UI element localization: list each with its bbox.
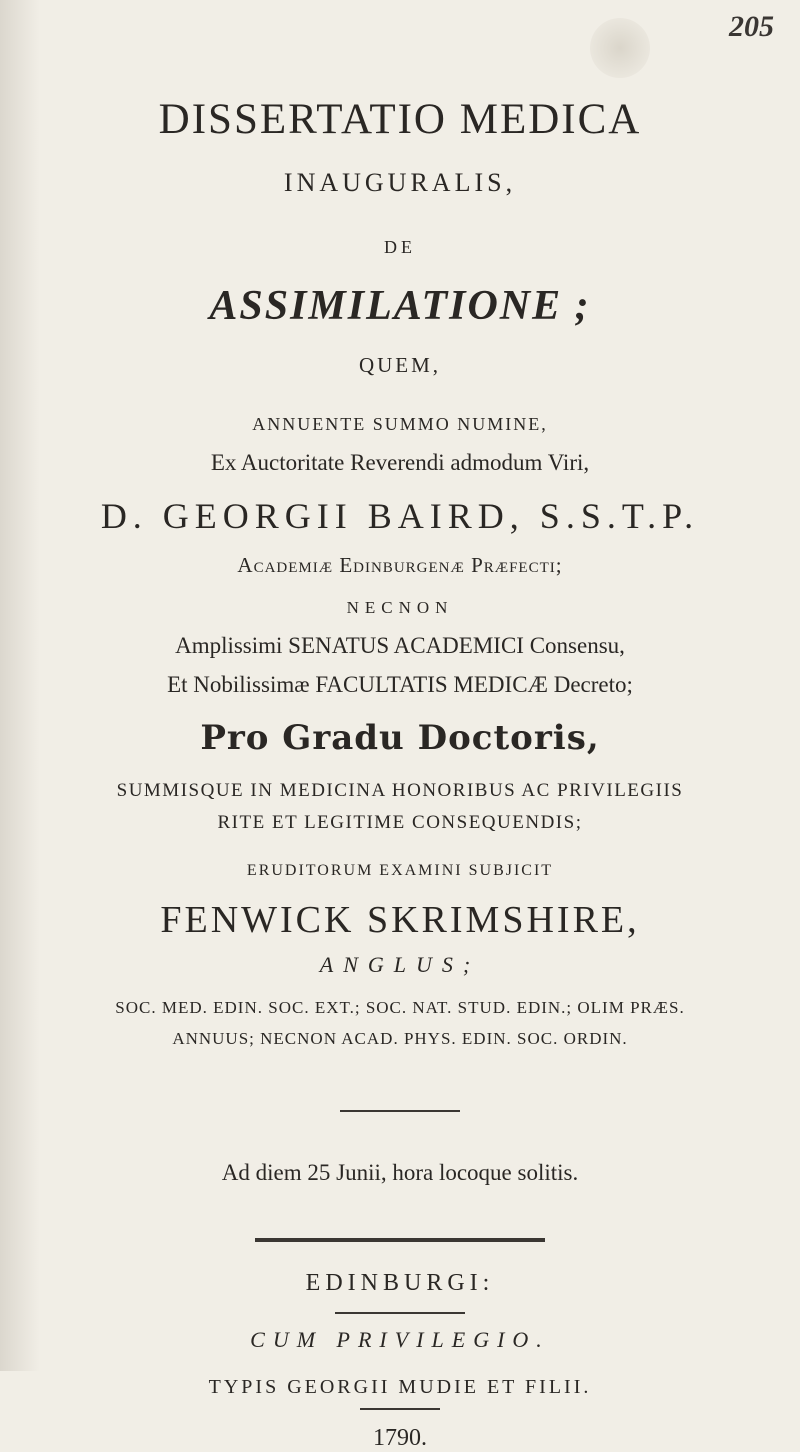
printer-rule xyxy=(360,1408,440,1410)
author-name: FENWICK SKRIMSHIRE, xyxy=(160,899,640,941)
principal-name: D. GEORGII BAIRD, S.S.T.P. xyxy=(100,496,700,536)
pro-gradu-line: Pro Gradu Doctoris, xyxy=(200,718,600,758)
academiae-line: Academiæ Edinburgenæ Præfecti; xyxy=(237,553,563,577)
nationality-line: ANGLUS; xyxy=(319,952,481,977)
summisque-line: SUMMISQUE IN MEDICINA HONORIBUS AC PRIVILEGIIS xyxy=(116,780,684,801)
ornament-rule xyxy=(340,1110,460,1112)
title-inauguralis: INAUGURALIS, xyxy=(283,168,517,197)
paper-stain xyxy=(590,18,650,78)
imprint-year: 1790. xyxy=(373,1425,427,1451)
necnon-line: NECNON xyxy=(346,598,454,617)
rite-line: RITE ET LEGITIME CONSEQUENDIS; xyxy=(217,812,583,833)
subject-title: ASSIMILATIONE ; xyxy=(209,283,591,329)
senatus-line: Amplissimi SENATUS ACADEMICI Consensu, xyxy=(175,633,625,658)
societies-line-2: ANNUUS; NECNON ACAD. PHYS. EDIN. SOC. ORDIN. xyxy=(172,1029,628,1048)
quem-line: QUEM, xyxy=(358,353,442,377)
heavy-rule xyxy=(255,1238,545,1242)
eruditorum-line: ERUDITORUM EXAMINI SUBJICIT xyxy=(246,862,554,879)
title-dissertatio: DISSERTATIO MEDICA xyxy=(158,96,642,143)
printer-line: TYPIS GEORGII MUDIE ET FILII. xyxy=(208,1376,592,1398)
facultatis-line: Et Nobilissimæ FACULTATIS MEDICÆ Decreto; xyxy=(167,672,633,697)
privilege-line: CUM PRIVILEGIO. xyxy=(250,1327,550,1352)
auctoritate-line: Ex Auctoritate Reverendi admodum Viri, xyxy=(210,450,590,475)
annuente-line: ANNUENTE SUMMO NUMINE, xyxy=(252,414,548,434)
date-line: Ad diem 25 Junii, hora locoque solitis. xyxy=(221,1160,579,1185)
societies-line-1: SOC. MED. EDIN. SOC. EXT.; SOC. NAT. STUD. EDIN.; OLIM PRÆS. xyxy=(115,998,685,1017)
folio-number: 205 xyxy=(729,10,774,43)
title-de: DE xyxy=(384,237,416,257)
imprint-city: EDINBURGI: xyxy=(305,1270,495,1296)
imprint-rule xyxy=(335,1312,465,1314)
